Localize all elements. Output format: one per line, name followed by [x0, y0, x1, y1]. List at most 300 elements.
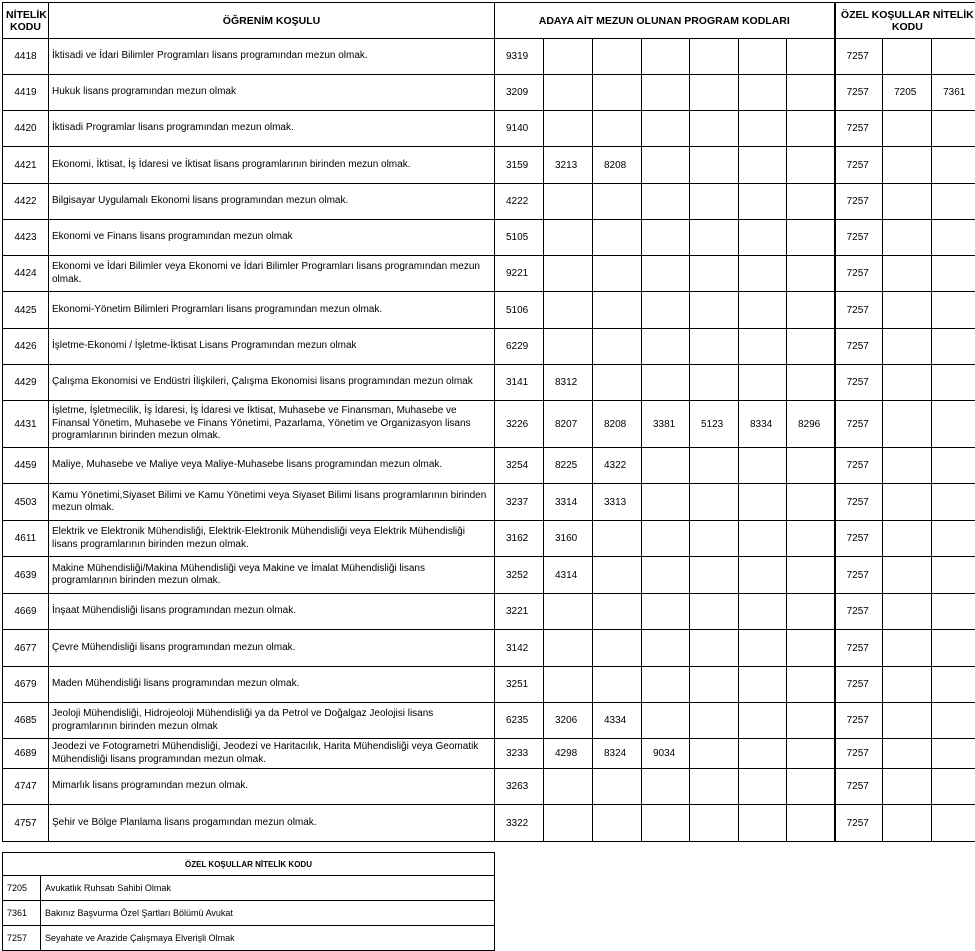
- program-kodu-cell: [739, 147, 787, 184]
- table-row: [3, 329, 975, 365]
- program-kodu-cell: 3160: [544, 521, 593, 557]
- nitelik-kodu-cell: 4431: [3, 401, 49, 448]
- ogrenim-kosulu-cell: Ekonomi, İktisat, İş İdaresi ve İktisat lisans programlarının birinden mezun olmak.: [49, 147, 495, 184]
- program-kodu-cell: [690, 365, 739, 401]
- legend-row: [3, 901, 495, 926]
- ozel-kosul-cell: [932, 739, 975, 769]
- program-kodu-cell: [739, 769, 787, 805]
- legend-code: 7257: [3, 926, 41, 951]
- program-kodu-cell: [593, 521, 642, 557]
- program-kodu-cell: [642, 292, 690, 329]
- ogrenim-kosulu-cell: Ekonomi ve Finans lisans programından mezun olmak: [49, 220, 495, 256]
- table-row: [3, 220, 975, 256]
- program-kodu-cell: [544, 594, 593, 630]
- legend-body: [3, 876, 495, 951]
- header-row: [3, 3, 975, 39]
- table-row: [3, 75, 975, 111]
- program-kodu-cell: [544, 256, 593, 292]
- program-kodu-cell: [593, 365, 642, 401]
- ozel-kosul-cell: [883, 557, 932, 594]
- header-nitelik-kodu: NİTELİK KODU: [3, 3, 49, 39]
- nitelik-kodu-cell: 4426: [3, 329, 49, 365]
- program-kodu-cell: 3213: [544, 147, 593, 184]
- ozel-kosul-cell: 7257: [835, 111, 883, 147]
- program-kodu-cell: 3206: [544, 703, 593, 739]
- program-kodu-cell: [544, 329, 593, 365]
- ogrenim-kosulu-cell: Makine Mühendisliği/Makina Mühendisliği veya Makine ve İmalat Mühendisliği lisans programlarının birinden mezun olmak.: [49, 557, 495, 594]
- legend-row: [3, 876, 495, 901]
- ozel-kosul-cell: 7257: [835, 220, 883, 256]
- ogrenim-kosulu-cell: İşletme-Ekonomi / İşletme-İktisat Lisans Programından mezun olmak: [49, 329, 495, 365]
- ozel-kosul-cell: 7257: [835, 448, 883, 484]
- program-kodu-cell: [593, 256, 642, 292]
- program-kodu-cell: [544, 75, 593, 111]
- ozel-kosul-cell: [932, 39, 975, 75]
- ogrenim-kosulu-cell: Mimarlık lisans programından mezun olmak.: [49, 769, 495, 805]
- program-kodu-cell: [787, 630, 835, 667]
- program-kodu-cell: [593, 630, 642, 667]
- table-row: [3, 484, 975, 521]
- nitelik-kodu-cell: 4679: [3, 667, 49, 703]
- ozel-kosul-cell: [883, 484, 932, 521]
- ozel-kosul-cell: 7257: [835, 484, 883, 521]
- nitelik-kodu-cell: 4689: [3, 739, 49, 769]
- program-kodu-cell: [690, 557, 739, 594]
- program-kodu-cell: [787, 111, 835, 147]
- program-kodu-cell: [739, 329, 787, 365]
- nitelik-kodu-cell: 4669: [3, 594, 49, 630]
- nitelik-kodu-cell: 4420: [3, 111, 49, 147]
- nitelik-kodu-cell: 4421: [3, 147, 49, 184]
- program-kodu-cell: [593, 111, 642, 147]
- ogrenim-kosulu-cell: İktisadi ve İdari Bilimler Programları lisans programından mezun olmak.: [49, 39, 495, 75]
- program-kodu-cell: 3226: [495, 401, 544, 448]
- program-kodu-cell: [642, 256, 690, 292]
- program-kodu-cell: [739, 220, 787, 256]
- nitelik-kodu-cell: 4429: [3, 365, 49, 401]
- program-kodu-cell: [593, 184, 642, 220]
- ogrenim-kosulu-cell: Jeodezi ve Fotogrametri Mühendisliği, Jeodezi ve Haritacılık, Harita Mühendisliği veya Geomatik Mühendisliği lisans programından mezun olmak.: [49, 739, 495, 769]
- ozel-kosul-cell: [883, 147, 932, 184]
- legend-header-row: [3, 853, 495, 876]
- ozel-kosul-cell: [932, 805, 975, 842]
- legend-table: [2, 852, 495, 951]
- ozel-kosul-cell: [932, 703, 975, 739]
- program-kodu-cell: 3221: [495, 594, 544, 630]
- legend-code: 7205: [3, 876, 41, 901]
- ozel-kosul-cell: 7257: [835, 292, 883, 329]
- ozel-kosul-cell: [932, 448, 975, 484]
- ogrenim-kosulu-cell: Ekonomi-Yönetim Bilimleri Programları lisans programından mezun olmak.: [49, 292, 495, 329]
- ozel-kosul-cell: [883, 630, 932, 667]
- program-kodu-cell: [739, 739, 787, 769]
- program-kodu-cell: [787, 521, 835, 557]
- program-kodu-cell: [787, 75, 835, 111]
- ozel-kosul-cell: 7257: [835, 256, 883, 292]
- nitelik-kodu-cell: 4422: [3, 184, 49, 220]
- program-kodu-cell: 3233: [495, 739, 544, 769]
- program-kodu-cell: [642, 521, 690, 557]
- table-row: [3, 111, 975, 147]
- nitelik-kodu-cell: 4418: [3, 39, 49, 75]
- ozel-kosul-cell: [932, 769, 975, 805]
- program-kodu-cell: [690, 739, 739, 769]
- ozel-kosul-cell: 7257: [835, 703, 883, 739]
- nitelik-kodu-cell: 4639: [3, 557, 49, 594]
- program-kodu-cell: [787, 147, 835, 184]
- program-kodu-cell: [739, 667, 787, 703]
- program-kodu-cell: 3209: [495, 75, 544, 111]
- program-kodu-cell: [544, 805, 593, 842]
- program-kodu-cell: 3313: [593, 484, 642, 521]
- ogrenim-kosulu-cell: Ekonomi ve İdari Bilimler veya Ekonomi ve İdari Bilimler Programları lisans programından mezun olmak.: [49, 256, 495, 292]
- ozel-kosul-cell: [932, 147, 975, 184]
- program-kodu-cell: [642, 111, 690, 147]
- program-kodu-cell: [544, 667, 593, 703]
- ozel-kosul-cell: 7257: [835, 184, 883, 220]
- ozel-kosul-cell: 7257: [835, 739, 883, 769]
- ozel-kosul-cell: 7361: [932, 75, 975, 111]
- ozel-kosul-cell: [932, 557, 975, 594]
- ozel-kosul-cell: [932, 220, 975, 256]
- nitelik-kodu-cell: 4677: [3, 630, 49, 667]
- program-kodu-cell: [739, 111, 787, 147]
- program-kodu-cell: 8208: [593, 147, 642, 184]
- table-row: [3, 521, 975, 557]
- program-kodu-cell: [739, 184, 787, 220]
- program-kodu-cell: [739, 630, 787, 667]
- program-kodu-cell: [690, 111, 739, 147]
- program-kodu-cell: 9319: [495, 39, 544, 75]
- ozel-kosul-cell: 7257: [835, 805, 883, 842]
- program-kodu-cell: 3322: [495, 805, 544, 842]
- program-kodu-cell: [593, 805, 642, 842]
- program-kodu-cell: [642, 75, 690, 111]
- ozel-kosul-cell: [932, 292, 975, 329]
- program-kodu-cell: [593, 557, 642, 594]
- program-kodu-cell: 3263: [495, 769, 544, 805]
- table-row: [3, 703, 975, 739]
- program-kodu-cell: [787, 365, 835, 401]
- ozel-kosul-cell: [932, 521, 975, 557]
- program-kodu-cell: 4314: [544, 557, 593, 594]
- ozel-kosul-cell: [883, 256, 932, 292]
- program-kodu-cell: 4334: [593, 703, 642, 739]
- program-kodu-cell: [690, 220, 739, 256]
- ogrenim-kosulu-cell: Jeoloji Mühendisliği, Hidrojeoloji Mühendisliği ya da Petrol ve Doğalgaz Jeolojisi lisans programlarının birinden mezun olmak: [49, 703, 495, 739]
- ozel-kosul-cell: 7257: [835, 521, 883, 557]
- ogrenim-kosulu-cell: Elektrik ve Elektronik Mühendisliği, Elektrik-Elektronik Mühendisliği veya Elektrik Mühendisliği lisans programlarının birinden mezun olmak.: [49, 521, 495, 557]
- nitelik-kodu-cell: 4423: [3, 220, 49, 256]
- ozel-kosul-cell: [932, 329, 975, 365]
- header-program-kodlari: ADAYA AİT MEZUN OLUNAN PROGRAM KODLARI: [495, 3, 835, 39]
- program-kodu-cell: [690, 147, 739, 184]
- program-kodu-cell: [642, 769, 690, 805]
- program-kodu-cell: 5123: [690, 401, 739, 448]
- program-kodu-cell: 8324: [593, 739, 642, 769]
- program-kodu-cell: [690, 292, 739, 329]
- program-kodu-cell: [787, 739, 835, 769]
- table-row: [3, 184, 975, 220]
- ogrenim-kosulu-cell: Çevre Mühendisliği lisans programından mezun olmak.: [49, 630, 495, 667]
- program-kodu-cell: [739, 703, 787, 739]
- program-kodu-cell: [642, 448, 690, 484]
- ozel-kosul-cell: [883, 594, 932, 630]
- nitelik-kodu-cell: 4611: [3, 521, 49, 557]
- ogrenim-kosulu-cell: Maden Mühendisliği lisans programından mezun olmak.: [49, 667, 495, 703]
- program-kodu-cell: [787, 594, 835, 630]
- program-kodu-cell: [593, 75, 642, 111]
- program-kodu-cell: [690, 630, 739, 667]
- program-kodu-cell: 3251: [495, 667, 544, 703]
- program-kodu-cell: [739, 292, 787, 329]
- ozel-kosul-cell: 7257: [835, 557, 883, 594]
- program-kodu-cell: 8296: [787, 401, 835, 448]
- program-kodu-cell: [787, 256, 835, 292]
- ozel-kosul-cell: [932, 256, 975, 292]
- program-kodu-cell: 8312: [544, 365, 593, 401]
- program-kodu-cell: [739, 484, 787, 521]
- program-kodu-cell: [642, 147, 690, 184]
- ozel-kosul-cell: [883, 184, 932, 220]
- program-kodu-cell: [739, 448, 787, 484]
- ozel-kosul-cell: 7257: [835, 147, 883, 184]
- table-row: [3, 401, 975, 448]
- program-kodu-cell: [544, 769, 593, 805]
- ozel-kosul-cell: 7257: [835, 769, 883, 805]
- program-kodu-cell: 8207: [544, 401, 593, 448]
- ozel-kosul-cell: [883, 220, 932, 256]
- program-kodu-cell: 5106: [495, 292, 544, 329]
- table-row: [3, 805, 975, 842]
- ogrenim-kosulu-cell: Maliye, Muhasebe ve Maliye veya Maliye-Muhasebe lisans programından mezun olmak.: [49, 448, 495, 484]
- ozel-kosul-cell: 7257: [835, 667, 883, 703]
- program-kodu-cell: [642, 329, 690, 365]
- nitelik-kodu-cell: 4425: [3, 292, 49, 329]
- table-row: [3, 594, 975, 630]
- program-kodu-cell: [593, 292, 642, 329]
- program-kodu-cell: [690, 329, 739, 365]
- legend-text: Avukatlık Ruhsatı Sahibi Olmak: [41, 876, 495, 901]
- program-kodu-cell: 9034: [642, 739, 690, 769]
- program-kodu-cell: [593, 329, 642, 365]
- ozel-kosul-cell: [883, 111, 932, 147]
- ozel-kosul-cell: 7257: [835, 365, 883, 401]
- program-kodu-cell: [787, 769, 835, 805]
- program-kodu-cell: 3159: [495, 147, 544, 184]
- program-kodu-cell: 8225: [544, 448, 593, 484]
- program-kodu-cell: [690, 39, 739, 75]
- program-kodu-cell: 9221: [495, 256, 544, 292]
- program-kodu-cell: [690, 667, 739, 703]
- program-kodu-cell: 3381: [642, 401, 690, 448]
- program-kodu-cell: 3142: [495, 630, 544, 667]
- ozel-kosul-cell: 7257: [835, 329, 883, 365]
- ozel-kosul-cell: [883, 805, 932, 842]
- legend-text: Seyahate ve Arazide Çalışmaya Elverişli Olmak: [41, 926, 495, 951]
- program-kodu-cell: [690, 703, 739, 739]
- qualification-table: [2, 2, 975, 842]
- ozel-kosul-cell: [932, 667, 975, 703]
- program-kodu-cell: [787, 448, 835, 484]
- table-body: [3, 39, 975, 842]
- program-kodu-cell: [690, 448, 739, 484]
- program-kodu-cell: [787, 703, 835, 739]
- ozel-kosul-cell: [932, 111, 975, 147]
- program-kodu-cell: [690, 805, 739, 842]
- program-kodu-cell: [739, 39, 787, 75]
- table-row: [3, 365, 975, 401]
- ozel-kosul-cell: [883, 703, 932, 739]
- program-kodu-cell: 3162: [495, 521, 544, 557]
- program-kodu-cell: 6235: [495, 703, 544, 739]
- ozel-kosul-cell: [932, 401, 975, 448]
- program-kodu-cell: [642, 805, 690, 842]
- program-kodu-cell: 3252: [495, 557, 544, 594]
- program-kodu-cell: [690, 184, 739, 220]
- program-kodu-cell: [739, 75, 787, 111]
- ozel-kosul-cell: [883, 448, 932, 484]
- program-kodu-cell: [739, 594, 787, 630]
- program-kodu-cell: 3254: [495, 448, 544, 484]
- table-row: [3, 39, 975, 75]
- program-kodu-cell: [642, 184, 690, 220]
- program-kodu-cell: [593, 220, 642, 256]
- nitelik-kodu-cell: 4459: [3, 448, 49, 484]
- nitelik-kodu-cell: 4747: [3, 769, 49, 805]
- ogrenim-kosulu-cell: Çalışma Ekonomisi ve Endüstri İlişkileri, Çalışma Ekonomisi lisans programından mezun olmak: [49, 365, 495, 401]
- nitelik-kodu-cell: 4424: [3, 256, 49, 292]
- nitelik-kodu-cell: 4503: [3, 484, 49, 521]
- nitelik-kodu-cell: 4757: [3, 805, 49, 842]
- program-kodu-cell: [690, 769, 739, 805]
- program-kodu-cell: 3141: [495, 365, 544, 401]
- table-row: [3, 448, 975, 484]
- ozel-kosul-cell: [883, 39, 932, 75]
- program-kodu-cell: [642, 39, 690, 75]
- header-ozel-kosullar: ÖZEL KOŞULLAR NİTELİK KODU: [835, 3, 975, 39]
- program-kodu-cell: [642, 484, 690, 521]
- program-kodu-cell: [544, 630, 593, 667]
- program-kodu-cell: [593, 594, 642, 630]
- program-kodu-cell: [690, 75, 739, 111]
- ozel-kosul-cell: 7205: [883, 75, 932, 111]
- ozel-kosul-cell: [932, 630, 975, 667]
- program-kodu-cell: [544, 111, 593, 147]
- program-kodu-cell: [642, 594, 690, 630]
- program-kodu-cell: 4322: [593, 448, 642, 484]
- legend-row: [3, 926, 495, 951]
- program-kodu-cell: [787, 292, 835, 329]
- program-kodu-cell: [642, 630, 690, 667]
- program-kodu-cell: [642, 220, 690, 256]
- program-kodu-cell: [690, 521, 739, 557]
- ogrenim-kosulu-cell: İşletme, İşletmecilik, İş İdaresi, İş İdaresi ve İktisat, Muhasebe ve Finansman, Muhasebe ve Finansal Yönetim, Muhasebe ve Finans Yönetimi, Pazarlama, Yönetim ve Organizasyon lisans programlarının birinden mezun olmak.: [49, 401, 495, 448]
- ozel-kosul-cell: [883, 401, 932, 448]
- program-kodu-cell: 4222: [495, 184, 544, 220]
- program-kodu-cell: [739, 557, 787, 594]
- program-kodu-cell: [544, 184, 593, 220]
- program-kodu-cell: [787, 557, 835, 594]
- ogrenim-kosulu-cell: İnşaat Mühendisliği lisans programından mezun olmak.: [49, 594, 495, 630]
- ozel-kosul-cell: [883, 769, 932, 805]
- program-kodu-cell: [787, 667, 835, 703]
- legend-text: Bakınız Başvurma Özel Şartları Bölümü Avukat: [41, 901, 495, 926]
- ozel-kosul-cell: 7257: [835, 594, 883, 630]
- program-kodu-cell: 6229: [495, 329, 544, 365]
- program-kodu-cell: [642, 703, 690, 739]
- program-kodu-cell: [739, 805, 787, 842]
- program-kodu-cell: [544, 292, 593, 329]
- nitelik-kodu-cell: 4685: [3, 703, 49, 739]
- nitelik-kodu-cell: 4419: [3, 75, 49, 111]
- table-row: [3, 739, 975, 769]
- program-kodu-cell: 3237: [495, 484, 544, 521]
- program-kodu-cell: [739, 256, 787, 292]
- program-kodu-cell: [593, 667, 642, 703]
- header-ogrenim-kosulu: ÖĞRENİM KOŞULU: [49, 3, 495, 39]
- program-kodu-cell: [544, 220, 593, 256]
- program-kodu-cell: 8208: [593, 401, 642, 448]
- program-kodu-cell: [642, 667, 690, 703]
- ozel-kosul-cell: [932, 484, 975, 521]
- program-kodu-cell: [690, 484, 739, 521]
- ozel-kosul-cell: [883, 292, 932, 329]
- ozel-kosul-cell: [932, 365, 975, 401]
- program-kodu-cell: [739, 521, 787, 557]
- ozel-kosul-cell: 7257: [835, 630, 883, 667]
- ogrenim-kosulu-cell: Bilgisayar Uygulamalı Ekonomi lisans programından mezun olmak.: [49, 184, 495, 220]
- program-kodu-cell: [787, 484, 835, 521]
- table-row: [3, 630, 975, 667]
- ozel-kosul-cell: [883, 739, 932, 769]
- program-kodu-cell: [593, 39, 642, 75]
- ogrenim-kosulu-cell: Kamu Yönetimi,Siyaset Bilimi ve Kamu Yönetimi veya Siyaset Bilimi lisans programlarının birinden mezun olmak.: [49, 484, 495, 521]
- ozel-kosul-cell: 7257: [835, 75, 883, 111]
- program-kodu-cell: [787, 184, 835, 220]
- program-kodu-cell: [593, 769, 642, 805]
- table-row: [3, 256, 975, 292]
- program-kodu-cell: 5105: [495, 220, 544, 256]
- program-kodu-cell: [642, 557, 690, 594]
- program-kodu-cell: [544, 39, 593, 75]
- program-kodu-cell: [690, 256, 739, 292]
- ogrenim-kosulu-cell: İktisadi Programlar lisans programından mezun olmak.: [49, 111, 495, 147]
- legend-code: 7361: [3, 901, 41, 926]
- table-row: [3, 769, 975, 805]
- ozel-kosul-cell: 7257: [835, 39, 883, 75]
- ozel-kosul-cell: [883, 667, 932, 703]
- program-kodu-cell: 4298: [544, 739, 593, 769]
- program-kodu-cell: 3314: [544, 484, 593, 521]
- program-kodu-cell: [739, 365, 787, 401]
- table-row: [3, 667, 975, 703]
- program-kodu-cell: 8334: [739, 401, 787, 448]
- program-kodu-cell: [787, 220, 835, 256]
- ogrenim-kosulu-cell: Şehir ve Bölge Planlama lisans progamından mezun olmak.: [49, 805, 495, 842]
- ozel-kosul-cell: 7257: [835, 401, 883, 448]
- ozel-kosul-cell: [883, 521, 932, 557]
- ozel-kosul-cell: [932, 184, 975, 220]
- legend-title: ÖZEL KOŞULLAR NİTELİK KODU: [3, 853, 495, 876]
- program-kodu-cell: [787, 805, 835, 842]
- table-row: [3, 557, 975, 594]
- ogrenim-kosulu-cell: Hukuk lisans programından mezun olmak: [49, 75, 495, 111]
- program-kodu-cell: [787, 39, 835, 75]
- program-kodu-cell: [787, 329, 835, 365]
- ozel-kosul-cell: [883, 329, 932, 365]
- program-kodu-cell: 9140: [495, 111, 544, 147]
